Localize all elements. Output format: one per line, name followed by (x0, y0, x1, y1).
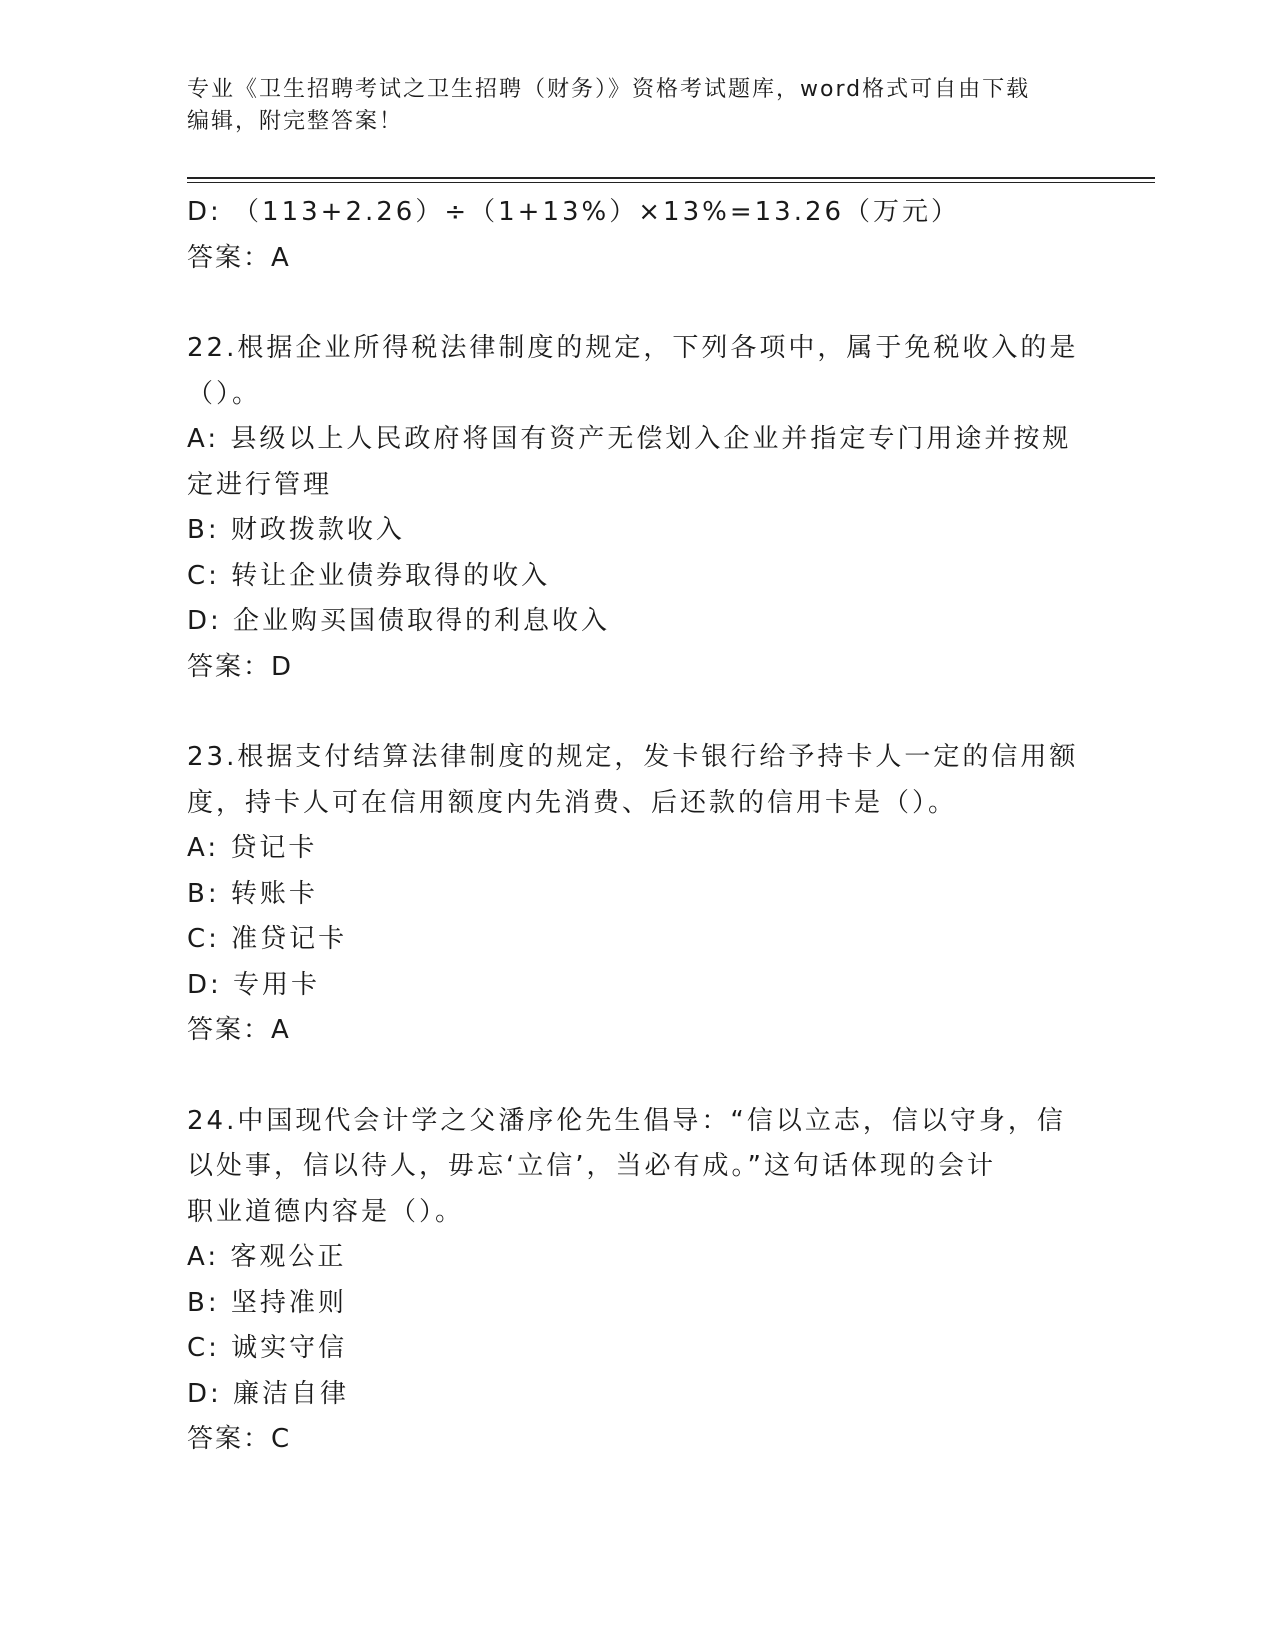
answer-line: 答案：A (187, 242, 291, 273)
option-d: D: 廉洁自律 (187, 1378, 350, 1409)
answer-line: 答案：C (187, 1424, 292, 1454)
option-b: B: 转账卡 (187, 878, 318, 909)
previous-question-tail (187, 190, 1087, 281)
question-stem-cont: 度，持卡人可在信用额度内先消费、后还款的信用卡是（）。 (187, 787, 958, 818)
option-b: B: 财政拨款收入 (187, 515, 405, 545)
question-23 (187, 735, 1087, 1054)
spacer (187, 690, 1087, 735)
header-rule-thin (187, 182, 1155, 183)
option-a: A: 贷记卡 (187, 833, 318, 863)
option-d: D: （113+2.26）÷（1+13%）×13%=13.26（万元） (187, 197, 961, 227)
option-a: A: 客观公正 (187, 1242, 347, 1272)
question-22 (187, 326, 1087, 690)
option-d: D: 专用卡 (187, 969, 321, 1000)
question-24 (187, 1099, 1087, 1463)
option-a: A: 县级以上人民政府将国有资产无偿划入企业并指定专门用途并按规 (187, 424, 1072, 454)
option-c: C: 准贷记卡 (187, 924, 348, 954)
answer-line: 答案：D (187, 651, 294, 682)
spacer (187, 1054, 1087, 1099)
header-line-1: 专业《卫生招聘考试之卫生招聘（财务）》资格考试题库，word格式可自由下载 (187, 77, 1031, 102)
option-d: D: 企业购买国债取得的利息收入 (187, 606, 611, 636)
header-line-2: 编辑，附完整答案！ (187, 109, 404, 134)
page-header (187, 74, 1067, 138)
question-stem-cont: 职业道德内容是（）。 (187, 1196, 465, 1227)
option-c: C: 转让企业债券取得的收入 (187, 560, 551, 591)
question-stem: 23.根据支付结算法律制度的规定，发卡银行给予持卡人一定的信用额 (187, 742, 1079, 772)
header-rule-thick (187, 177, 1155, 179)
option-b: B: 坚持准则 (187, 1287, 347, 1318)
answer-line: 答案：A (187, 1015, 291, 1045)
question-stem-cont: （）。 (187, 378, 262, 409)
option-c: C: 诚实守信 (187, 1333, 348, 1363)
option-a-cont: 定进行管理 (187, 469, 333, 500)
spacer (187, 281, 1087, 326)
question-stem: 24.中国现代会计学之父潘序伦先生倡导：“信以立志，信以守身，信 (187, 1105, 1066, 1136)
question-stem-cont: 以处事，信以待人，毋忘‘立信’，当必有成。”这句话体现的会计 (187, 1151, 996, 1181)
question-content (187, 190, 1087, 1463)
question-stem: 22.根据企业所得税法律制度的规定，下列各项中，属于免税收入的是 (187, 333, 1079, 363)
